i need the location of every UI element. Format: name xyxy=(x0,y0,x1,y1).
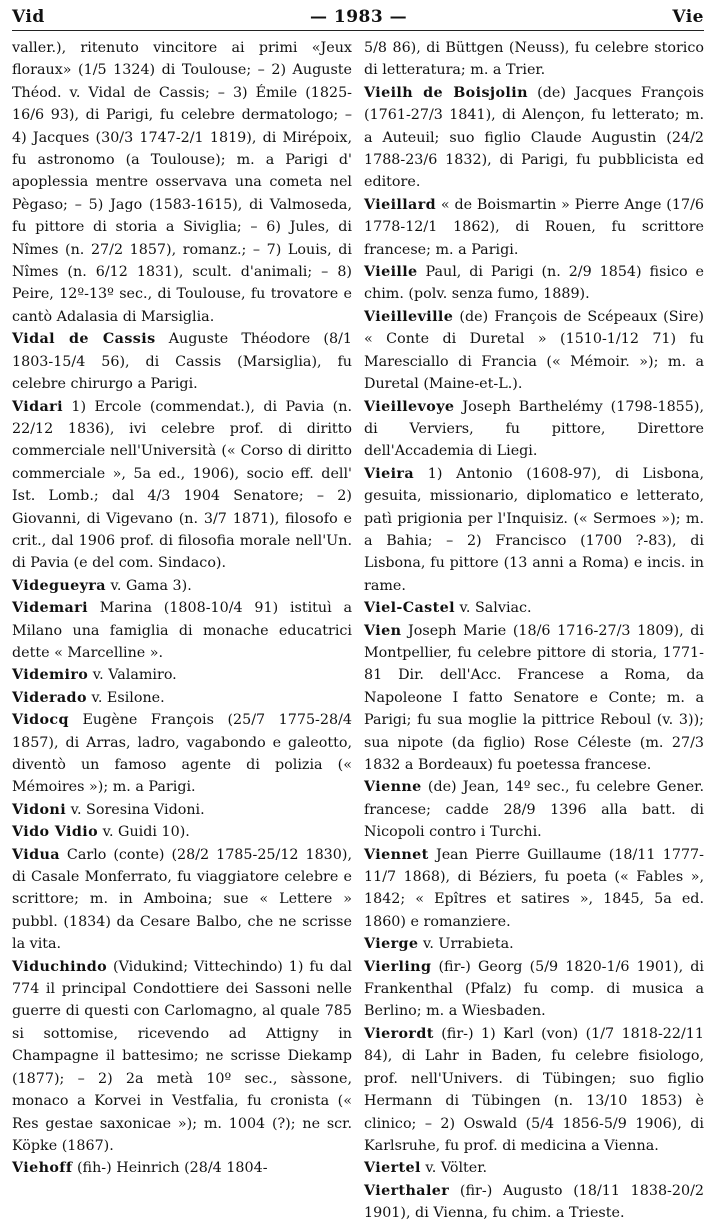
header-right-guide-word: Vie xyxy=(672,7,704,27)
page-number: — 1983 — xyxy=(309,7,408,27)
entry-headword: Viderado xyxy=(12,689,87,706)
entry-text: (fir-) Georg (5/9 1820-1/6 1901), di Frankenthal (Pfalz) fu comp. di musica a Berlino; m. a Wiesbaden. xyxy=(364,958,704,1020)
entry-text: Jean Pierre Guillaume (18/11 1777-11/7 1868), di Béziers, fu poeta (« Fables », 1842; « Epîtres et satires », 1845, 5a ed. 1860) e romanziere. xyxy=(364,846,704,930)
entry-headword: Viertel xyxy=(364,1160,421,1177)
entry-text: 1) Antonio (1608-97), di Lisbona, gesuita, missionario, diplomatico e letterato, patì prigionia per l'Inquisiz. (« Sermoes »); m. a Bahia; – 2) Francisco (1700 ?-83), di Lisbona, fu pittore (13 anni a Roma) e incis. in rame. xyxy=(364,465,704,594)
entry-text: Paul, di Parigi (n. 2/9 1854) fisico e chim. (polv. senza fumo, 1889). xyxy=(364,264,704,303)
entry-text: valler.), ritenuto vincitore ai primi «Jeux floraux» (1/5 1324) di Toulouse; – 2) Auguste Théod. v. Vidal de Cassis; – 3) Émile (1825-16/6 93), di Parigi, fu celebre dermatologo; – 4) Jacques (30/3 1747-2/1 1819), di Mirépoix, fu astronomo (a Toulouse); m. a Parigi d' apoplessia mentre osservava una cometa nel Pègaso; – 5) Jago (1583-1615), di Valmoseda, fu pittore di storia a Siviglia; – 6) Jules, di Nîmes (n. 27/2 1857), romanz.; – 7) Louis, di Nîmes (n. 6/12 1831), scult. d'animali; – 8) Peire, 12º-13º sec., di Toulouse, fu trovatore e cantò Adalasia di Marsiglia. xyxy=(12,40,352,325)
dictionary-entry xyxy=(12,821,352,843)
dictionary-entry xyxy=(364,776,704,843)
dictionary-entry xyxy=(364,597,704,619)
entry-text: v. Guidi 10). xyxy=(98,824,190,841)
dictionary-entry xyxy=(364,463,704,597)
entry-text: Marina (1808-10/4 91) istituì a Milano una famiglia di monache educatrici dette « Marcelline ». xyxy=(12,600,352,661)
dictionary-entry xyxy=(12,956,352,1158)
entry-text: v. Völter. xyxy=(420,1160,488,1177)
entry-text: v. Esilone. xyxy=(86,689,165,706)
header-left-guide-word: Vid xyxy=(12,7,45,27)
entry-headword: Vidari xyxy=(12,398,63,415)
dictionary-entry xyxy=(364,82,704,194)
entry-headword: Vidua xyxy=(12,846,60,863)
entry-text: (Vidukind; Vittechindo) 1) fu dal 774 il principal Condottiere dei Sassoni nelle guerre di questi con Carlomagno, al quale 785 si sottomise, ricevendo ad Attigny in Champagne il battesimo; ne scrisse Diekamp (1877); – 2) 2a metà 10º sec., sàssone, monaco a Korvei in Vestfalia, fu cronista (« Res gestae saxonicae »); m. 1004 (?); ne scr. Köpke (1867). xyxy=(12,958,352,1154)
entry-headword: Vieillevoye xyxy=(364,398,455,415)
entry-text: Auguste Théodore (8/1 1803-15/4 56), di Cassis (Marsiglia), fu celebre chirurgo a Parigi. xyxy=(12,331,352,393)
entry-headword: Viduchindo xyxy=(12,958,108,975)
dictionary-entry xyxy=(12,844,352,956)
entry-continuation xyxy=(364,37,704,82)
entry-headword: Vien xyxy=(364,622,402,639)
entry-headword: Viel-Castel xyxy=(364,600,455,617)
entry-headword: Vieilleville xyxy=(364,308,454,325)
entry-text: v. Valamiro. xyxy=(88,667,177,684)
dictionary-entry xyxy=(12,664,352,686)
dictionary-entry xyxy=(364,956,704,1023)
entry-headword: Vierling xyxy=(364,958,432,975)
dictionary-entry xyxy=(364,194,704,261)
page-header xyxy=(12,4,704,31)
dictionary-entry xyxy=(364,306,704,396)
entry-text: v. Salviac. xyxy=(454,600,532,617)
entry-headword: Viehoff xyxy=(12,1160,73,1177)
dictionary-entry xyxy=(12,1157,352,1179)
entry-text: Eugène François (25/7 1775-28/4 1857), di Arras, ladro, vagabondo e galeotto, diventò un famoso agente di polizia (« Mémoires »); m. a Parigi. xyxy=(12,712,352,796)
entry-headword: Vidal de Cassis xyxy=(12,331,156,348)
entry-text: v. Soresina Vidoni. xyxy=(66,801,205,818)
entry-headword: Vieille xyxy=(364,264,418,281)
entry-text: v. Urrabieta. xyxy=(418,936,514,953)
dictionary-entry xyxy=(12,328,352,395)
dictionary-entry xyxy=(12,597,352,664)
entry-text: v. Gama 3). xyxy=(105,577,192,594)
entry-text: (de) Jean, 14º sec., fu celebre Gener. francese; cadde 28/9 1396 alla batt. di Nicopoli contro i Turchi. xyxy=(364,779,704,841)
entry-headword: Vidocq xyxy=(12,712,69,729)
entry-text: (de) François de Scépeaux (Sire) « Conte di Duretal » (1510-1/12 71) fu Maresciallo di Francia (« Mémoir. »); m. a Duretal (Maine-et-L.). xyxy=(364,308,704,393)
dictionary-entry xyxy=(364,1180,704,1225)
entry-headword: Videgueyra xyxy=(12,577,106,594)
entry-headword: Videmari xyxy=(12,600,88,617)
columns xyxy=(12,37,704,1225)
dictionary-entry xyxy=(364,396,704,463)
dictionary-entry xyxy=(364,261,704,306)
entry-continuation xyxy=(12,37,352,328)
dictionary-entry xyxy=(364,933,704,955)
dictionary-entry xyxy=(12,799,352,821)
entry-text: Joseph Barthelémy (1798-1855), di Verviers, fu pittore, Direttore dell'Accademia di Liegi. xyxy=(364,398,704,460)
entry-headword: Vieillard xyxy=(364,196,437,213)
entry-text: Carlo (conte) (28/2 1785-25/12 1830), di Casale Monferrato, fu viaggiatore celebre e scrittore; m. in Amboina; sue « Lettere » pubbl. (1834) da Cesare Balbo, che ne scrisse la vita. xyxy=(12,846,352,953)
entry-text: « de Boismartin » Pierre Ange (17/6 1778-12/1 1862), di Rouen, fu scrittore francese; m. a Parigi. xyxy=(364,196,704,258)
entry-headword: Vierthaler xyxy=(364,1182,450,1199)
dictionary-entry xyxy=(364,620,704,777)
entry-headword: Vieilh de Boisjolin xyxy=(364,84,528,101)
dictionary-entry xyxy=(12,396,352,575)
entry-text: 1) Ercole (commendat.), di Pavia (n. 22/12 1836), ivi celebre prof. di diritto commerciale nell'Università (« Corso di diritto commerciale », 5a ed., 1906), socio eff. dell' Ist. Lomb.; dal 4/3 1904 Senatore; – 2) Giovanni, di Vigevano (n. 3/7 1871), filosofo e crit., dal 1906 prof. di filosofia morale nell'Un. di Pavia (e del com. Sindaco). xyxy=(12,398,352,572)
dictionary-entry xyxy=(12,575,352,597)
dictionary-entry xyxy=(364,1023,704,1157)
left-column xyxy=(12,37,352,1225)
entry-headword: Vierordt xyxy=(364,1025,434,1042)
dictionary-entry xyxy=(364,1157,704,1179)
entry-headword: Vidoni xyxy=(12,801,67,818)
dictionary-entry xyxy=(12,709,352,799)
entry-text: Joseph Marie (18/6 1716-27/3 1809), di Montpellier, fu celebre pittore di storia, 1771-81 Dir. dell'Acc. Francese a Roma, da Napoleone I fatto Senatore e Conte; m. a Parigi; fu sua moglie la pittrice Reboul (v. 3)); sua nipote (da figlio) Rose Céleste (m. 27/3 1832 a Bordeaux) fu poetessa francese. xyxy=(364,622,704,773)
dictionary-entry xyxy=(12,687,352,709)
entry-headword: Vieira xyxy=(364,465,414,482)
right-column xyxy=(364,37,704,1225)
entry-headword: Viennet xyxy=(364,846,429,863)
entry-text: (de) Jacques François (1761-27/3 1841), di Alençon, fu letterato; m. a Auteuil; suo figlio Claude Augustin (24/2 1788-23/6 1832), di Parigi, fu pubblicista ed editore. xyxy=(364,84,704,191)
entry-text: (fir-) Augusto (18/11 1838-20/2 1901), di Vienna, fu chim. a Trieste. xyxy=(364,1182,704,1222)
entry-text: (fih-) Heinrich (28/4 1804- xyxy=(72,1160,268,1177)
entry-headword: Videmiro xyxy=(12,667,89,684)
entry-headword: Vienne xyxy=(364,779,422,796)
entry-headword: Vierge xyxy=(364,936,419,953)
entry-text: 5/8 86), di Büttgen (Neuss), fu celebre storico di letteratura; m. a Trier. xyxy=(364,40,704,79)
entry-headword: Vido Vidio xyxy=(12,824,99,841)
entry-text: (fir-) 1) Karl (von) (1/7 1818-22/11 84), di Lahr in Baden, fu celebre fisiologo, prof. nell'Univers. di Tübingen; suo figlio Hermann di Tübingen (n. 13/10 1853) è clinico; – 2) Oswald (5/4 1856-5/9 1906), di Karlsruhe, fu prof. di medicina a Vienna. xyxy=(364,1025,704,1154)
dictionary-entry xyxy=(364,844,704,934)
